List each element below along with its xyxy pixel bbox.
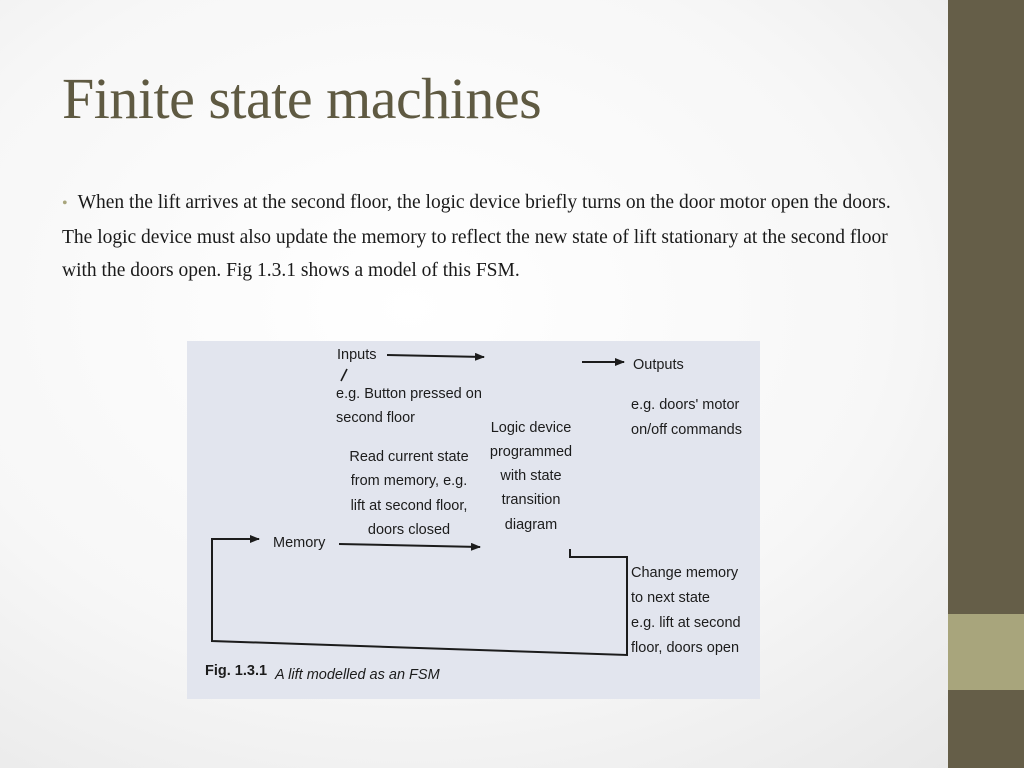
outputs-example-line-1: e.g. doors' motor	[631, 397, 740, 413]
read-state-line-3: lift at second floor,	[350, 498, 468, 514]
memory-label: Memory	[273, 535, 326, 551]
feedback-loop-arrow	[212, 539, 627, 655]
bullet-paragraph	[62, 186, 892, 288]
read-state-line-4: doors closed	[367, 522, 451, 538]
bullet-icon: •	[62, 195, 68, 212]
logic-device-line-2: programmed	[489, 444, 573, 460]
outputs-example-line-2: on/off commands	[631, 422, 742, 438]
inputs-example-line-2: second floor	[336, 410, 415, 426]
logic-device-line-5: diagram	[504, 517, 558, 533]
outputs-label: Outputs	[633, 357, 684, 373]
inputs-label: Inputs	[337, 347, 377, 363]
change-memory-line-2: to next state	[631, 590, 710, 606]
read-state-line-2: from memory, e.g.	[350, 473, 468, 489]
sidebar-accent-block	[948, 614, 1024, 690]
logic-device-line-3: with state	[500, 468, 562, 484]
logic-device-line-1: Logic device	[490, 420, 572, 436]
change-memory-line-1: Change memory	[631, 565, 739, 581]
change-memory-line-3: e.g. lift at second	[631, 615, 741, 631]
fsm-figure	[187, 341, 760, 699]
inputs-arrow	[387, 355, 484, 357]
figure-caption-text: A lift modelled as an FSM	[275, 667, 440, 683]
fsm-diagram	[187, 341, 760, 699]
memory-to-logic-arrow	[339, 544, 480, 547]
logic-device-line-4: transition	[501, 492, 561, 508]
inputs-tick	[341, 369, 347, 381]
decorative-sidebar	[948, 0, 1024, 768]
change-memory-line-4: floor, doors open	[631, 640, 740, 656]
bullet-text: When the lift arrives at the second floor, the logic device briefly turns on the door motor open the doors. The logic device must also update the memory to reflect the new state of lift stationary at the second floor with the doors open. Fig 1.3.1 shows a model of this FSM.	[62, 192, 891, 281]
inputs-example-line-1: e.g. Button pressed on	[336, 386, 482, 402]
figure-caption-number: Fig. 1.3.1	[205, 663, 268, 679]
read-state-line-1: Read current state	[349, 449, 469, 465]
slide-title: Finite state machines	[62, 66, 542, 131]
